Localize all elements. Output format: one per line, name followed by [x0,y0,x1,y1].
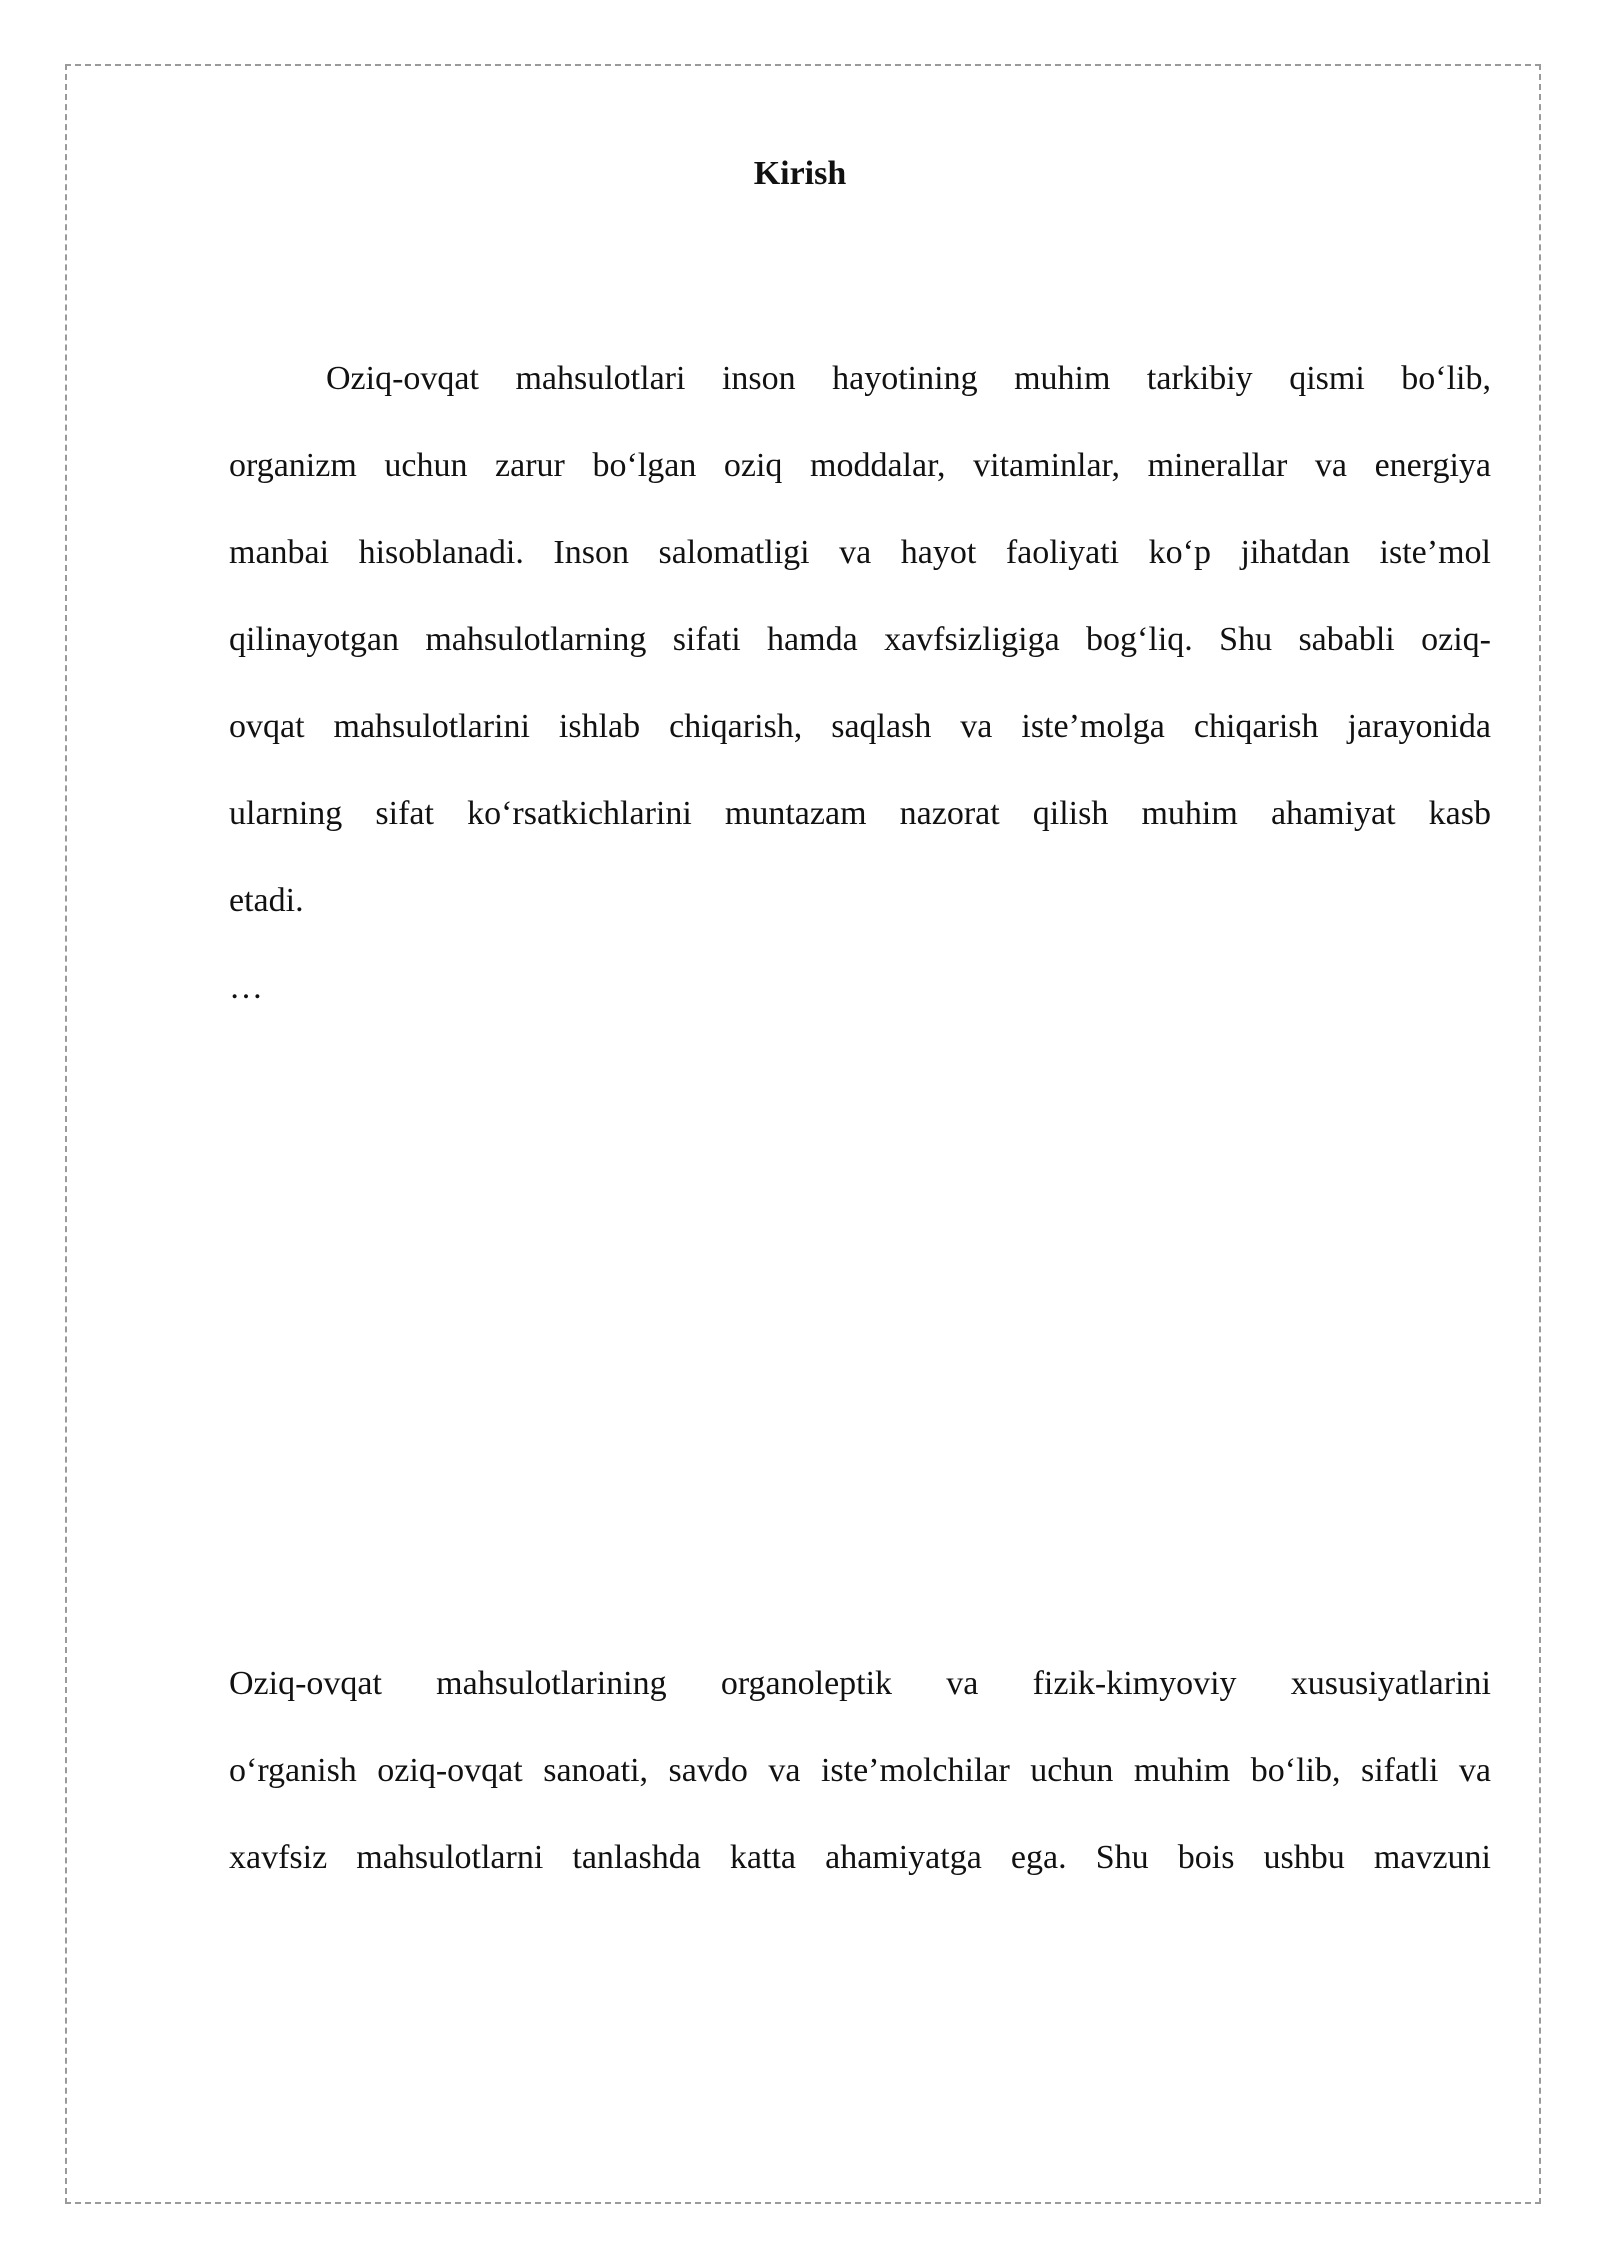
text-line: ularning sifat ko‘rsatkichlarini muntazam nazorat qilish muhim ahamiyat kasb [229,795,1491,832]
body-text [229,335,1491,1901]
text-line: organizm uchun zarur bo‘lgan oziq moddalar, vitaminlar, minerallar va energiya [229,447,1491,484]
section-title: Kirish [753,155,847,192]
text-line: Oziq-ovqat mahsulotlarining organoleptik va fizik-kimyoviy xususiyatlarini [229,1665,1491,1702]
text-line: o‘rganish oziq-ovqat sanoati, savdo va iste’molchilar uchun muhim bo‘lib, sifatli va [229,1752,1491,1789]
text-line: ovqat mahsulotlarini ishlab chiqarish, saqlash va iste’molga chiqarish jarayonida [229,708,1491,745]
text-line: qilinayotgan mahsulotlarning sifati hamda xavfsizligiga bog‘liq. Shu sababli oziq- [229,621,1491,658]
text-line: Oziq-ovqat mahsulotlari inson hayotining muhim tarkibiy qismi bo‘lib, [326,360,1491,397]
text-line: manbai hisoblanadi. Inson salomatligi va hayot faoliyati ko‘p jihatdan iste’mol [229,534,1491,571]
omitted-marker: … [229,969,263,1006]
text-line: etadi. [229,882,304,919]
text-line: xavfsiz mahsulotlarni tanlashda katta ahamiyatga ega. Shu bois ushbu mavzuni [229,1839,1491,1876]
